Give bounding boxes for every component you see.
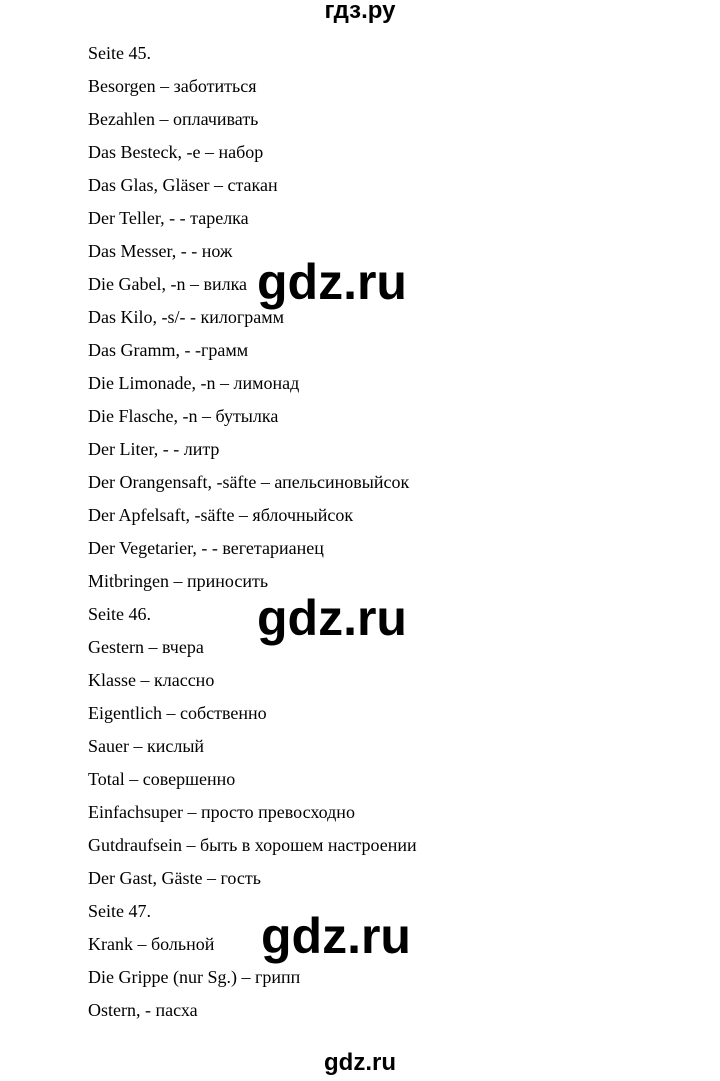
site-footer: gdz.ru (324, 1049, 396, 1076)
page-heading-46: Seite 46. (88, 604, 151, 624)
vocab-entry: Die Gabel, -n – вилка (88, 274, 248, 294)
vocab-entry: Der Vegetarier, - - вегетарианец (88, 538, 324, 558)
vocab-entry: Die Limonade, -n – лимонад (88, 373, 300, 393)
vocab-entry: Einfachsuper – просто превосходно (88, 802, 355, 822)
vocab-entry: Der Orangensaft, -säfte – апельсиновыйсок (88, 472, 410, 492)
vocab-entry: Krank – больной (88, 934, 215, 954)
vocab-entry: Das Messer, - - нож (88, 241, 233, 261)
vocab-entry: Besorgen – заботиться (88, 76, 257, 96)
vocab-entry: Eigentlich – собственно (88, 703, 267, 723)
vocab-entry: Mitbringen – приносить (88, 571, 269, 591)
vocab-entry: Ostern, - пасха (88, 1000, 198, 1020)
vocab-entry: Der Apfelsaft, -säfte – яблочныйсок (88, 505, 354, 525)
vocab-entry: Total – совершенно (88, 769, 236, 789)
vocab-entry: Der Liter, - - литр (88, 439, 220, 459)
vocab-entry: Gutdraufsein – быть в хорошем настроении (88, 835, 417, 855)
page-heading-47: Seite 47. (88, 901, 151, 921)
vocab-entry: Klasse – классно (88, 670, 215, 690)
vocab-entry: Das Glas, Gläser – стакан (88, 175, 278, 195)
vocab-entry: Gestern – вчера (88, 637, 204, 657)
watermark-logo: gdz.ru (261, 908, 411, 964)
vocab-entry: Das Besteck, -e – набор (88, 142, 264, 162)
vocab-entry: Die Flasche, -n – бутылка (88, 406, 279, 426)
vocab-entry: Die Grippe (nur Sg.) – грипп (88, 967, 301, 987)
vocab-entry: Sauer – кислый (88, 736, 205, 756)
vocab-entry: Der Teller, - - тарелка (88, 208, 249, 228)
watermark-logo: gdz.ru (257, 590, 407, 646)
site-header: гдз.ру (324, 0, 396, 24)
watermark-logo: gdz.ru (257, 254, 407, 310)
page-heading-45: Seite 45. (88, 43, 151, 63)
vocab-entry: Das Kilo, -s/- - килограмм (88, 307, 284, 327)
vocab-entry: Bezahlen – оплачивать (88, 109, 259, 129)
vocab-entry: Das Gramm, - -грамм (88, 340, 249, 360)
vocab-entry: Der Gast, Gäste – гость (88, 868, 261, 888)
